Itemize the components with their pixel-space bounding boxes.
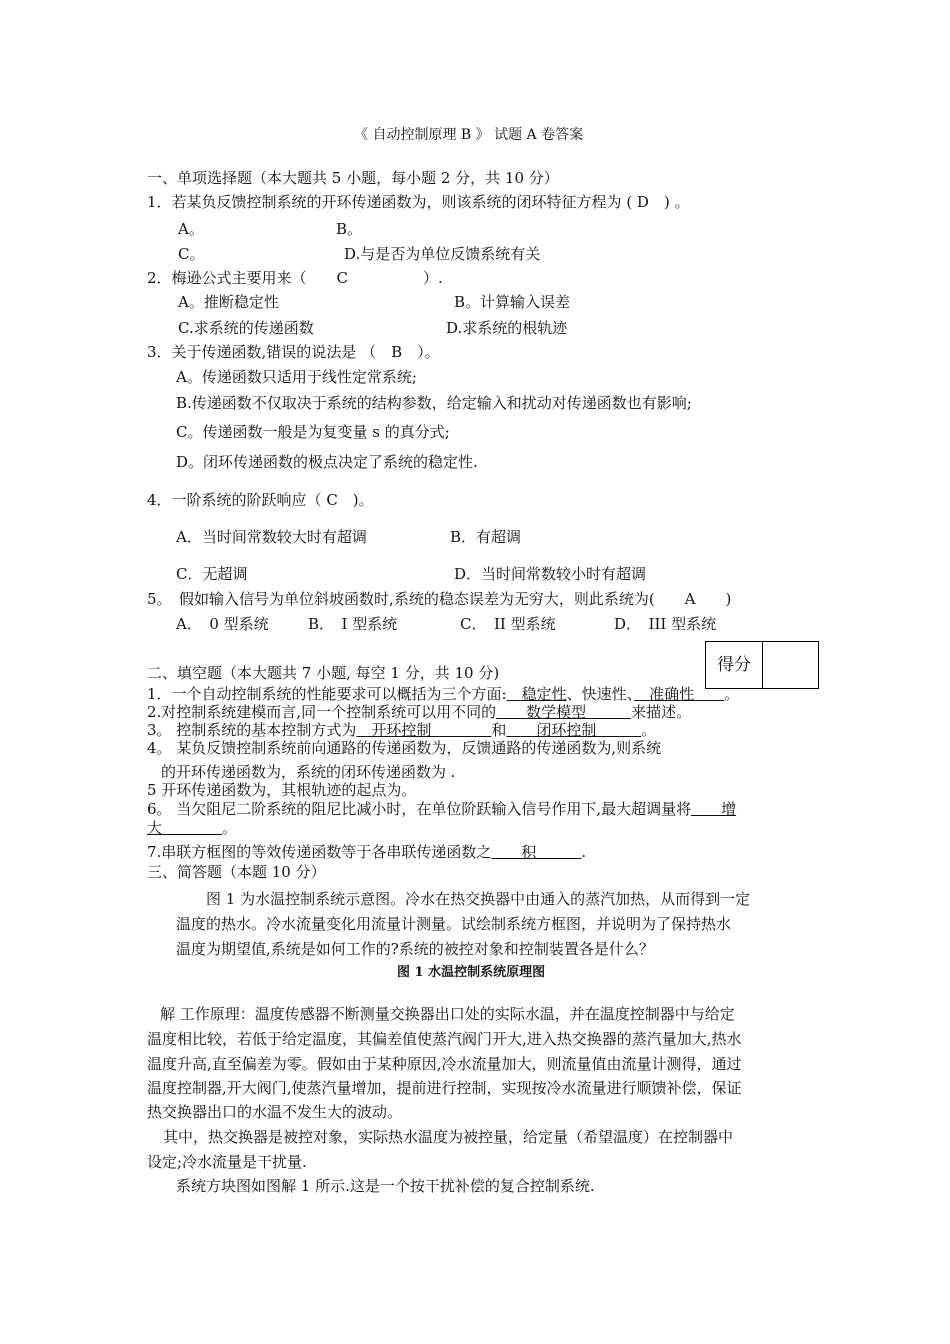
fill-q3-answer-1: 开环控制 <box>356 721 492 739</box>
q5-option-b: B． I 型系统 <box>308 615 398 633</box>
section3-heading: 三、简答题（本题 10 分） <box>147 863 326 881</box>
answer-text-1: 工作原理：温度传感器不断测量交换器出口处的实际水温，并在温度控制器中与给定 <box>175 1005 735 1023</box>
answer-line8: 系统方块图如图解 1 所示.这是一个按干扰补偿的复合控制系统. <box>176 1177 595 1195</box>
q3-option-d: D。闭环传递函数的极点决定了系统的稳定性. <box>176 453 478 471</box>
fill-q3-answer-2: 闭环控制 <box>506 721 642 739</box>
q2-option-d: D.求系统的根轨迹 <box>446 319 568 337</box>
fill-q1-text: 1．一个自动控制系统的性能要求可以概括为三个方面: <box>147 685 507 703</box>
answer-line7: 设定;冷水流量是干扰量. <box>147 1153 307 1171</box>
q5-option-d: D． III 型系统 <box>614 615 717 633</box>
q4-option-a: A．当时间常数较大时有超调 <box>176 528 367 546</box>
answer-line2: 温度相比较，若低于给定温度，其偏差值使蒸汽阀门开大,进入热交换器的蒸汽量加大,热水 <box>147 1030 742 1048</box>
fill-q3-mid: 和 <box>491 721 507 739</box>
fill-q6-end: 。 <box>222 819 238 837</box>
fill-q1 <box>147 685 739 703</box>
fill-q4-line1: 4。 某负反馈控制系统前向通路的传递函数为，反馈通路的传递函数为,则系统 <box>147 739 662 757</box>
question-para-line1: 图 1 为水温控制系统示意图。冷水在热交换器中由通入的蒸汽加热，从而得到一定 <box>206 890 751 908</box>
fill-q6-answer-part1: 增 <box>691 800 737 818</box>
figure-caption: 图 1 水温控制系统原理图 <box>397 965 546 980</box>
q3-option-a: A。传递函数只适用于线性定常系统; <box>176 368 417 386</box>
answer-line6: 其中，热交换器是被控对象，实际热水温度为被控量，给定量（希望温度）在控制器中 <box>163 1128 734 1146</box>
q3-option-c: C。传递函数一般是为复变量 s 的真分式; <box>176 423 450 441</box>
fill-q4-line2: 的开环传递函数为，系统的闭环传递函数为 . <box>161 763 456 781</box>
fill-q6-cont <box>147 819 237 837</box>
q5-option-c: C． II 型系统 <box>460 615 556 633</box>
section2-heading: 二、填空题（本大题共 7 小题, 每空 1 分，共 10 分) <box>147 664 500 682</box>
q2-option-a: A。推断稳定性 <box>178 293 279 311</box>
q4-option-b: B．有超调 <box>450 528 522 546</box>
answer-line3: 温度升高,直至偏差为零。假如由于某种原因,冷水流量加大，则流量值由流量计测得，通过 <box>147 1055 742 1073</box>
fill-q2-answer: 数学模型 <box>496 703 632 721</box>
fill-q1-answer-2: 准确性 <box>634 685 725 703</box>
q3-option-b: B.传递函数不仅取决于系统的结构参数，给定输入和扰动对传递函数也有影响; <box>176 394 692 412</box>
score-value <box>763 642 819 688</box>
fill-q1-end: 。 <box>724 685 740 703</box>
fill-q7-answer: 积 <box>491 843 582 861</box>
fill-q7 <box>147 843 586 861</box>
q1-option-b: B。 <box>336 220 363 238</box>
q1-stem: 1．若某负反馈控制系统的开环传递函数为，则该系统的闭环特征方程为 ( D ) 。 <box>147 193 690 211</box>
fill-q1-mid: 、快速性、 <box>566 685 635 703</box>
fill-q2-end: 来描述。 <box>631 703 692 721</box>
section1-heading: 一、单项选择题（本大题共 5 小题，每小题 2 分，共 10 分） <box>147 169 559 187</box>
fill-q3 <box>147 721 656 739</box>
question-para-line2: 温度的热水。冷水流量变化用流量计测量。试绘制系统方框图，并说明为了保持热水 <box>176 915 732 933</box>
q5-stem: 5。 假如输入信号为单位斜坡函数时,系统的稳态误差为无穷大，则此系统为( A ) <box>147 590 732 608</box>
fill-q6 <box>147 800 736 818</box>
q3-stem: 3．关于传递函数,错误的说法是 （ B ）。 <box>147 343 440 361</box>
fill-q2-text: 2.对控制系统建模而言,同一个控制系统可以用不同的 <box>147 703 497 721</box>
question-para-line3: 温度为期望值,系统是如何工作的?系统的被控对象和控制装置各是什么？ <box>176 940 654 958</box>
answer-label: 解 <box>160 1005 176 1023</box>
q2-option-b: B。计算输入误差 <box>454 293 571 311</box>
q1-option-d: D.与是否为单位反馈系统有关 <box>344 245 541 263</box>
q5-option-a: A． 0 型系统 <box>176 615 269 633</box>
score-box <box>705 641 819 689</box>
fill-q3-text: 3。 控制系统的基本控制方式为 <box>147 721 357 739</box>
answer-line4: 温度控制器,开大阀门,使蒸汽量增加，提前进行控制，实现按冷水流量进行顺馈补偿，保证 <box>147 1079 742 1097</box>
answer-line5: 热交换器出口的水温不发生大的波动。 <box>147 1103 403 1121</box>
fill-q3-end: 。 <box>641 721 657 739</box>
q1-option-a: A。 <box>178 220 204 238</box>
fill-q6-answer-part2: 大 <box>147 819 223 837</box>
score-label: 得分 <box>706 642 763 688</box>
fill-q7-text: 7.串联方框图的等效传递函数等于各串联传递函数之 <box>147 843 492 861</box>
q2-stem: 2．梅逊公式主要用来（ C ）. <box>147 269 443 287</box>
q4-option-c: C．无超调 <box>176 565 248 583</box>
q4-option-d: D．当时间常数较小时有超调 <box>454 565 647 583</box>
fill-q5: 5 开环传递函数为，其根轨迹的起点为。 <box>147 781 417 799</box>
q2-option-c: C.求系统的传递函数 <box>178 319 314 337</box>
q4-stem: 4．一阶系统的阶跃响应（ C )。 <box>147 491 374 509</box>
fill-q7-end: . <box>581 843 587 861</box>
page-title: 《 自动控制原理 B 》 试题 A 卷答案 <box>354 127 584 143</box>
answer-line1 <box>160 1005 735 1023</box>
q1-option-c: C。 <box>178 245 205 263</box>
fill-q2 <box>147 703 691 721</box>
fill-q6-text: 6。 当欠阻尼二阶系统的阻尼比减小时，在单位阶跃输入信号作用下,最大超调量将 <box>147 800 692 818</box>
fill-q1-answer-1: 稳定性 <box>506 685 567 703</box>
